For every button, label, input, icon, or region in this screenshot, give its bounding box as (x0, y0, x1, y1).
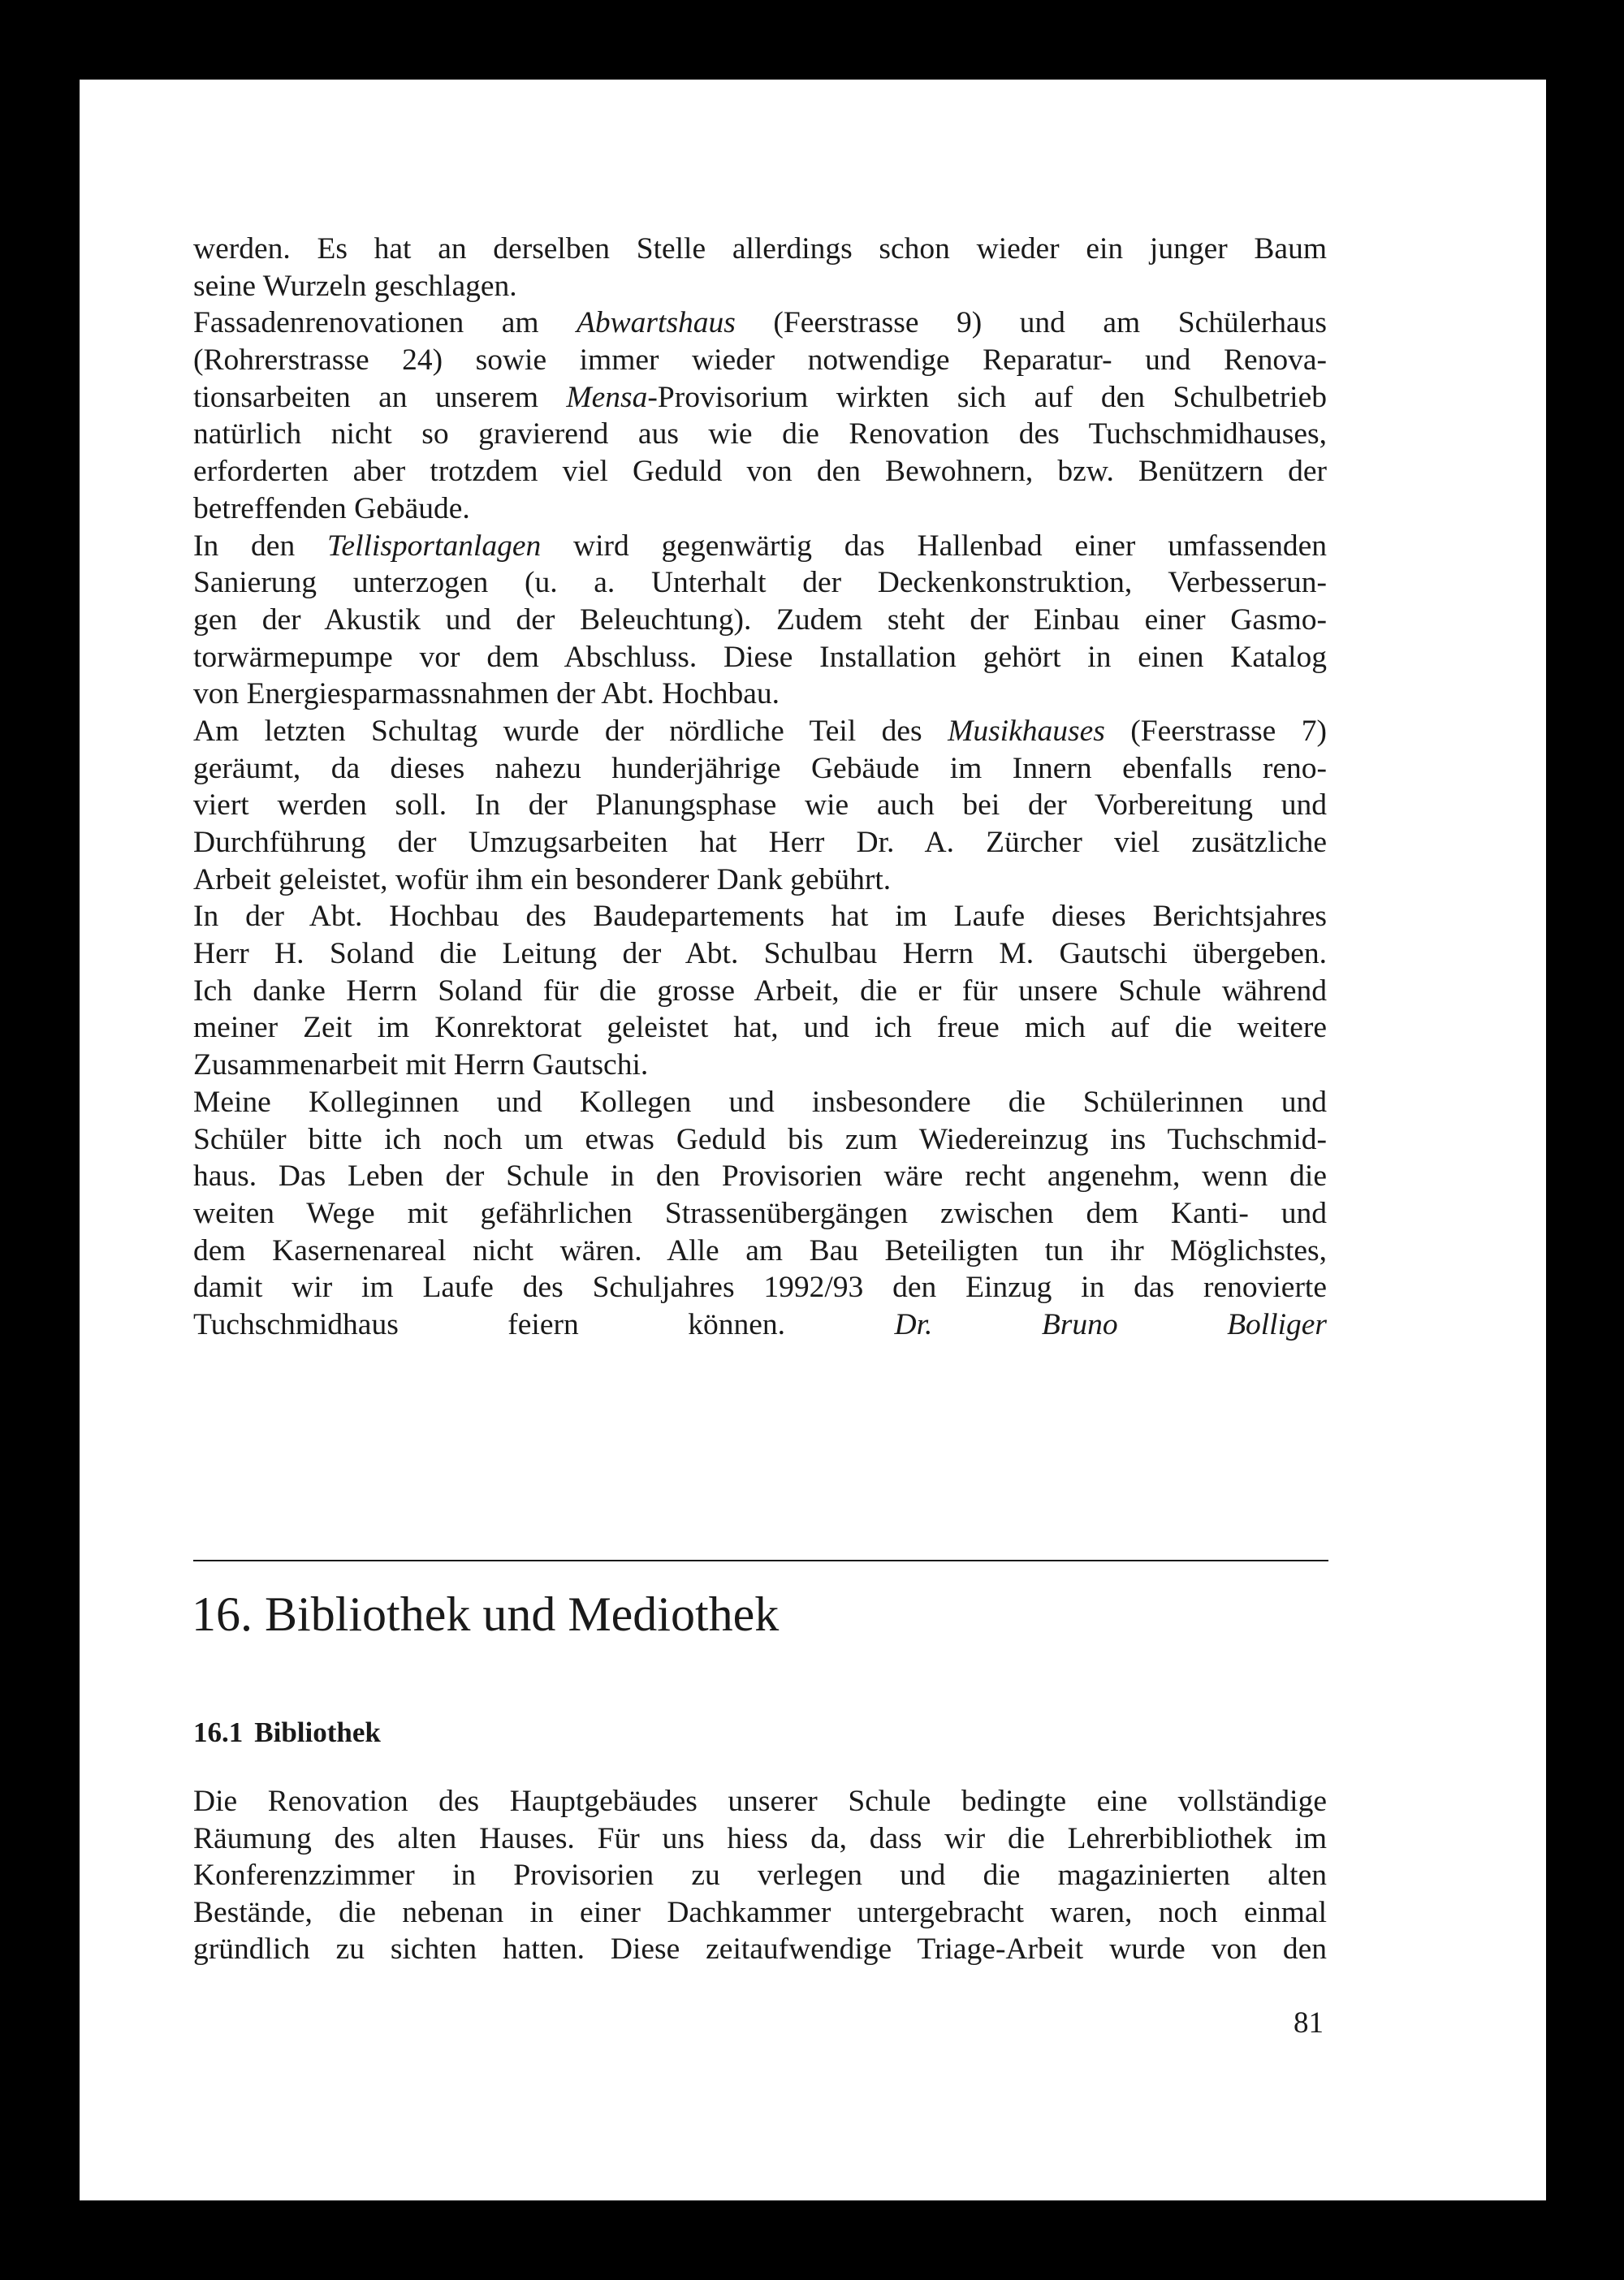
text-line: Sanierung unterzogen (u. a. Unterhalt der Deckenkonstruktion, Verbesserun- (193, 566, 1327, 600)
text-line: damit wir im Laufe des Schuljahres 1992/93 den Einzug in das renovierte (193, 1271, 1327, 1305)
text-line: Zusammenarbeit mit Herrn Gautschi. (193, 1048, 649, 1082)
document-page (80, 80, 1546, 2200)
text-line: erforderten aber trotzdem viel Geduld von den Bewohnern, bzw. Benützern der (193, 455, 1327, 489)
text-line: Am letzten Schultag wurde der nördliche Teil des Musikhauses (Feerstrasse 7) (193, 714, 1327, 748)
text-line: Bestände, die nebenan in einer Dachkammer untergebracht waren, noch einmal (193, 1895, 1327, 1929)
section-number: 16. (192, 1587, 253, 1641)
text-line: Ich danke Herrn Soland für die grosse Arbeit, die er für unsere Schule während (193, 974, 1327, 1008)
report-text-block (193, 231, 1327, 1344)
section-heading (192, 1582, 779, 1647)
text-line: Herr H. Soland die Leitung der Abt. Schulbau Herrn M. Gautschi übergeben. (193, 937, 1327, 971)
subsection-heading (193, 1714, 381, 1751)
text-line: In den Tellisportanlagen wird gegenwärtig das Hallenbad einer umfassenden (193, 529, 1328, 563)
building-name-tellisportanlagen: Tellisportanlagen (327, 529, 542, 563)
text-line: geräumt, da dieses nahezu hunderjährige Gebäude im Innern ebenfalls reno- (193, 751, 1327, 785)
section-title-text: Bibliothek und Mediothek (265, 1587, 780, 1641)
section-divider (193, 1560, 1328, 1561)
text-line: natürlich nicht so gravierend aus wie die Renovation des Tuchschmidhauses, (193, 417, 1327, 451)
text-line: gen der Akustik und der Beleuchtung). Zudem steht der Einbau einer Gasmo- (193, 602, 1327, 637)
text-line: Durchführung der Umzugsarbeiten hat Herr Dr. A. Zürcher viel zusätzliche (193, 826, 1327, 859)
text-line: Die Renovation des Hauptgebäudes unserer Schule bedingte eine vollständige (193, 1785, 1327, 1818)
text-line: seine Wurzeln geschlagen. (193, 269, 517, 303)
subsection-title-text: Bibliothek (254, 1716, 381, 1748)
text-line: Arbeit geleistet, wofür ihm ein besonderer Dank gebührt. (193, 862, 892, 896)
text-line: betreffenden Gebäude. (193, 491, 470, 525)
text-line: gründlich zu sichten hatten. Diese zeitaufwendige Triage-Arbeit wurde von den (193, 1932, 1327, 1966)
text-line: (Rohrerstrasse 24) sowie immer wieder notwendige Reparatur- und Renova- (193, 343, 1327, 378)
library-text-block (193, 1783, 1327, 1968)
text-line: Meine Kolleginnen und Kollegen und insbesondere die Schülerinnen und (193, 1085, 1327, 1119)
text-line: Räumung des alten Hauses. Für uns hiess da, dass wir die Lehrerbibliothek im (193, 1821, 1327, 1855)
text-line: weiten Wege mit gefährlichen Strassenübergängen zwischen dem Kanti- und (193, 1196, 1327, 1230)
text-line: In der Abt. Hochbau des Baudepartements hat im Laufe dieses Berichtsjahres (193, 900, 1327, 934)
text-line: Schüler bitte ich noch um etwas Geduld bis zum Wiedereinzug ins Tuchschmid- (193, 1122, 1327, 1156)
text-line: dem Kasernenareal nicht wären. Alle am Bau Beteiligten tun ihr Möglichstes, (193, 1233, 1327, 1267)
text-line: Fassadenrenovationen am Abwartshaus (Feerstrasse 9) und am Schülerhaus (193, 306, 1327, 340)
subsection-number: 16.1 (193, 1716, 244, 1748)
text-line: von Energiesparmassnahmen der Abt. Hochbau. (193, 677, 780, 711)
page-number: 81 (1294, 2006, 1324, 2040)
text-line: Konferenzzimmer in Provisorien zu verlegen und die magazinierten alten (193, 1859, 1327, 1892)
text-line: torwärmepumpe vor dem Abschluss. Diese Installation gehört in einen Katalog (193, 640, 1327, 674)
closing-line-with-signature: Tuchschmidhaus feiern können. Dr. Bruno Bolliger (193, 1307, 1328, 1341)
building-name-mensa: Mensa (566, 380, 648, 414)
text-line: werden. Es hat an derselben Stelle allerdings schon wieder ein junger Baum (193, 232, 1327, 266)
building-name-musikhauses: Musikhauses (948, 714, 1105, 748)
text-line: tionsarbeiten an unserem Mensa-Provisorium wirkten sich auf den Schulbetrieb (193, 380, 1327, 414)
text-line: haus. Das Leben der Schule in den Provisorien wäre recht angenehm, wenn die (193, 1159, 1327, 1194)
building-name-abwartshaus: Abwartshaus (577, 306, 736, 340)
text-line: viert werden soll. In der Planungsphase wie auch bei der Vorbereitung und (193, 788, 1327, 823)
author-signature: Dr. Bruno Bolliger (894, 1307, 1328, 1341)
text-line: meiner Zeit im Konrektorat geleistet hat, und ich freue mich auf die weitere (193, 1011, 1327, 1045)
